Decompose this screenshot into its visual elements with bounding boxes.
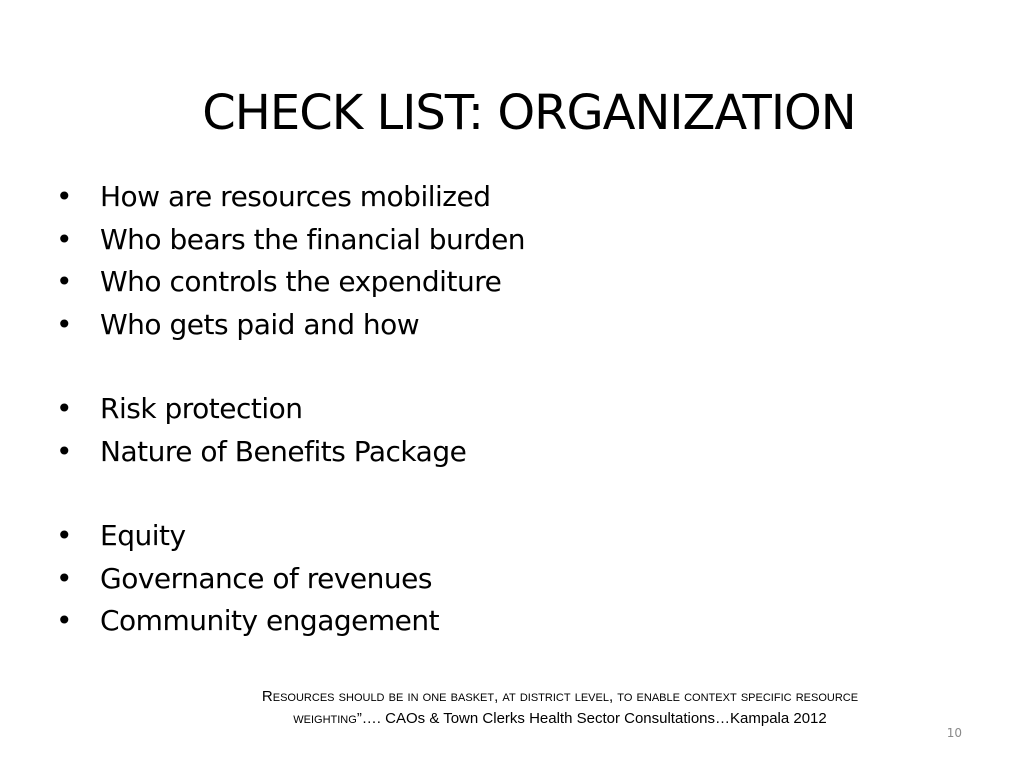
bullet-item xyxy=(56,219,956,262)
bullet-text: How are resources mobilized xyxy=(100,180,491,213)
bullet-group-1 xyxy=(56,176,956,346)
bullet-text: Equity xyxy=(100,519,186,552)
bullet-item xyxy=(56,431,956,474)
page-number: 10 xyxy=(946,726,962,740)
bullet-item xyxy=(56,515,956,558)
bullet-text: Nature of Benefits Package xyxy=(100,434,467,468)
bullet-icon: • xyxy=(56,604,73,637)
footnote-quote xyxy=(160,686,960,730)
footnote-line-2 xyxy=(160,708,960,730)
bullet-icon: • xyxy=(56,561,73,595)
footnote-citation: ”…. CAOs & Town Clerks Health Sector Consultations…Kampala 2012 xyxy=(356,710,827,727)
footnote-line-1: Resources should be in one basket, at district level, to enable context specific resource xyxy=(261,688,859,705)
bullet-item xyxy=(56,388,956,431)
bullet-icon: • xyxy=(56,222,73,256)
bullet-item xyxy=(56,600,956,643)
bullet-text: Who controls the expenditure xyxy=(100,265,502,298)
bullet-item xyxy=(56,558,956,601)
bullet-icon: • xyxy=(56,519,73,552)
bullet-text: Who gets paid and how xyxy=(100,307,420,341)
slide-title: CHECK LIST: ORGANIZATION xyxy=(202,85,856,141)
bullet-icon: • xyxy=(56,434,73,468)
bullet-text: Risk protection xyxy=(100,392,303,425)
bullet-icon: • xyxy=(56,392,73,425)
bullet-icon: • xyxy=(56,307,73,341)
bullet-text: Governance of revenues xyxy=(100,561,432,595)
bullet-item xyxy=(56,304,956,347)
footnote-smallcaps-word: weighting xyxy=(293,710,357,727)
bullet-icon: • xyxy=(56,265,73,298)
bullet-text: Community engagement xyxy=(100,604,440,637)
bullet-item xyxy=(56,176,956,219)
bullet-icon: • xyxy=(56,180,73,213)
bullet-group-2 xyxy=(56,388,956,473)
bullet-group-3 xyxy=(56,515,956,643)
bullet-list xyxy=(56,176,956,685)
bullet-text: Who bears the financial burden xyxy=(100,222,526,256)
bullet-item xyxy=(56,261,956,304)
